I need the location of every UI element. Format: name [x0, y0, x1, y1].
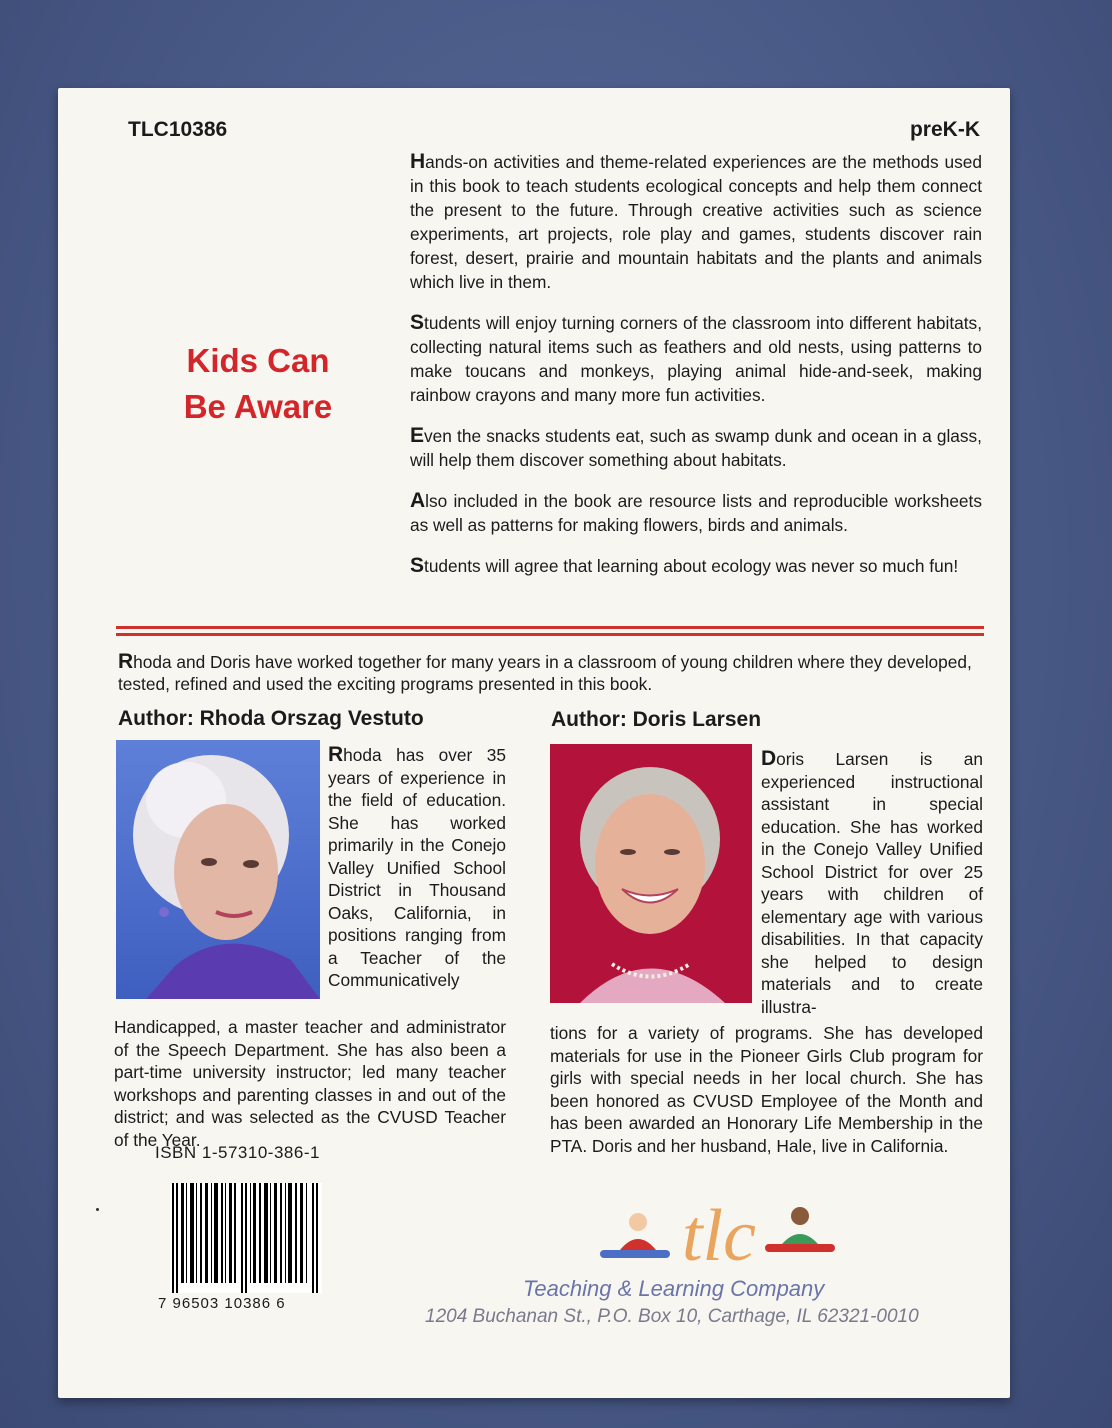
logo-letters: tlc	[682, 1195, 756, 1277]
isbn: ISBN 1-57310-386-1	[155, 1143, 320, 1162]
tagline-line-1: Kids Can	[186, 342, 330, 379]
description-paragraph: Students will enjoy turning corners of the classroom into different habitats, collecting natural items such as feathers and old nests, using patterns to make toucans and monkeys, playing animal hide-and-seek, making rainbow crayons and many more fun activities.	[410, 311, 982, 405]
description-paragraph: Hands-on activities and theme-related experiences are the methods used in this book to teach students ecological concepts and help them connect the present to the future. Through creative activities such as science experiments, art projects, role play and games, students discover rain forest, desert, prairie and mountain habitats and the plants and animals which live in them.	[410, 150, 982, 292]
author-bio-doris-bottom: tions for a variety of programs. She has developed materials for use in the Pioneer Girls Club program for girls with special needs in her local church. She has been honored as CVUSD Employee of the Month and has been awarded an Honorary Life Membership in the PTA. Doris and her husband, Hale, live in California.	[550, 1023, 983, 1156]
author-bio-rhoda-bottom: Handicapped, a master teacher and administrator of the Speech Department. She has also been a part-time university instructor; led many teacher workshops and parenting classes in and out of the district; and was selected as the CVUSD Teacher of the Year.	[114, 1017, 506, 1150]
barcode-number: 7 96503 10386 6	[158, 1295, 286, 1312]
description-paragraph: Students will agree that learning about ecology was never so much fun!	[410, 554, 959, 577]
grade-level: preK-K	[909, 118, 980, 141]
book-description	[410, 150, 982, 595]
publisher-name: Teaching & Learning Company	[523, 1276, 825, 1301]
book-back-cover	[58, 88, 1010, 1398]
author-bio-rhoda-top: Rhoda has over 35 years of experience in the field of education. She has worked primarily in the Conejo Valley Unified School District in Thousand Oaks, California, in positions ranging from a Teacher of the Communicatively	[328, 743, 506, 990]
author-heading-rhoda: Author: Rhoda Orszag Vestuto	[118, 707, 424, 730]
author-bio-doris-top: Doris Larsen is an experienced instructional assistant in special education. She has worked in the Conejo Valley Unified School District for over 25 years with children of elementary age with various disabilities. In that capacity she helped to design materials and to create illustra-	[761, 747, 983, 1017]
red-divider-top	[116, 626, 984, 629]
paper-speck	[96, 1208, 99, 1211]
description-paragraph: Also included in the book are resource lists and reproducible worksheets as well as patterns for making flowers, birds and animals.	[410, 489, 982, 535]
author-heading-doris: Author: Doris Larsen	[551, 708, 762, 731]
author-photo-doris	[550, 744, 752, 1003]
barcode-icon	[170, 1183, 322, 1293]
portrait-image	[116, 740, 320, 999]
description-paragraph: Even the snacks students eat, such as swamp dunk and ocean in a glass, will help them discover something about habitats.	[410, 424, 982, 470]
tagline	[158, 338, 358, 430]
publisher-address: 1204 Buchanan St., P.O. Box 10, Carthage, IL 62321-0010	[425, 1306, 919, 1327]
portrait-image	[550, 744, 752, 1003]
red-divider-bottom	[116, 633, 984, 636]
publisher-logo	[590, 1188, 840, 1278]
product-code: TLC10386	[128, 118, 228, 141]
tlc-logo-icon	[590, 1188, 840, 1278]
authors-intro: Rhoda and Doris have worked together for many years in a classroom of young children where they developed, tested, refined and used the exciting programs presented in this book.	[118, 650, 972, 694]
author-photo-rhoda	[116, 740, 320, 999]
tagline-line-2: Be Aware	[183, 388, 333, 425]
barcode	[170, 1183, 322, 1293]
